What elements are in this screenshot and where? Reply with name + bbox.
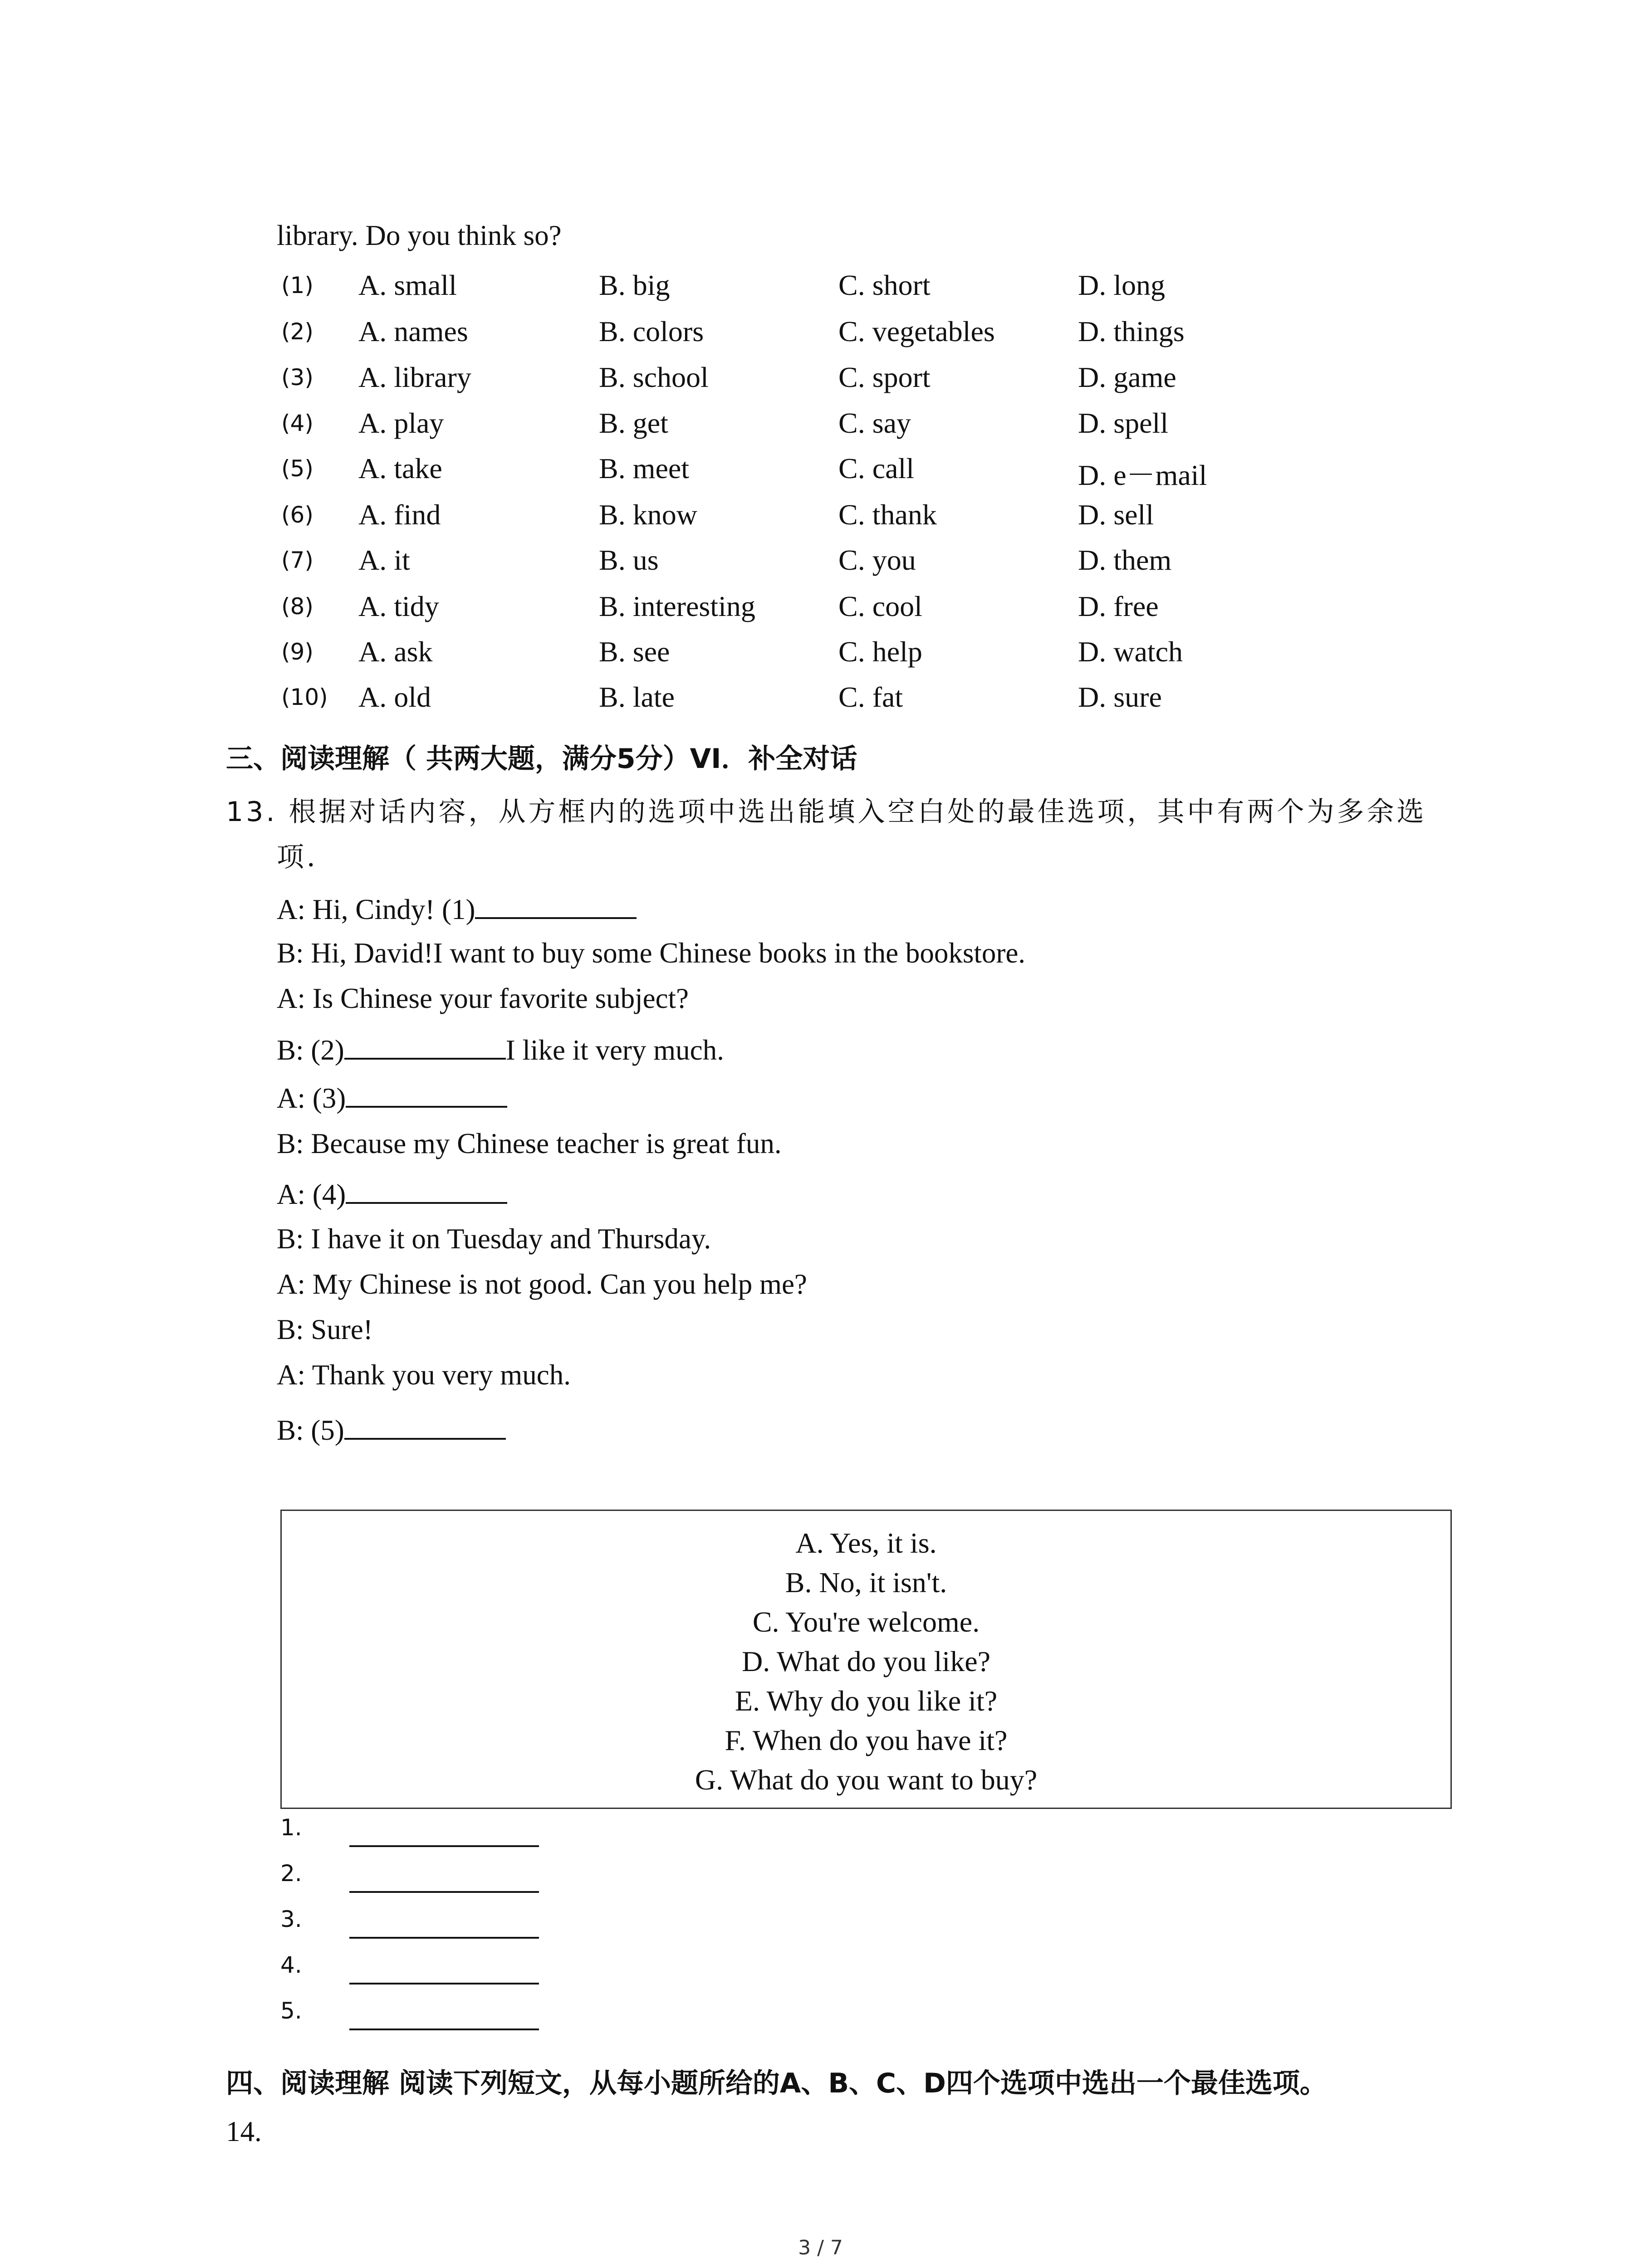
dialogue-line — [277, 1361, 571, 1389]
dialogue-text: A: Is Chinese your favorite subject? — [277, 982, 689, 1014]
options-box — [280, 1510, 1452, 1809]
option-c: C. sport — [838, 361, 931, 393]
q13-instruction-line1: 13. 根据对话内容，从方框内的选项中选出能填入空白处的最佳选项，其中有两个为多余选 — [226, 796, 1427, 828]
option-d: D. them — [1078, 544, 1172, 576]
dialogue-line — [277, 893, 637, 924]
cloze-option-row — [281, 452, 1370, 493]
option-a: A. small — [358, 269, 457, 301]
option-c: C. help — [838, 635, 922, 668]
option-c: C. say — [838, 407, 911, 439]
option-c: C. cool — [838, 590, 922, 622]
option-b: B. big — [599, 269, 670, 301]
option-c: C. call — [838, 452, 915, 484]
answer-blank[interactable] — [349, 1983, 539, 1984]
cloze-option-row — [281, 635, 1370, 676]
dialogue-text: A: Thank you very much. — [277, 1359, 571, 1391]
option-d: D. things — [1078, 315, 1185, 347]
cloze-option-row — [281, 590, 1370, 631]
dialogue-text: B: Hi, David!I want to buy some Chinese books in the bookstore. — [277, 937, 1026, 969]
option-c: C. you — [838, 544, 916, 576]
dialogue-text: A: (3) — [277, 1082, 346, 1114]
box-option: E. Why do you like it? — [735, 1685, 998, 1717]
option-a: A. names — [358, 315, 468, 347]
option-c: C. short — [838, 269, 931, 301]
section3-heading: 三、阅读理解（ 共两大题，满分5分）VI．补全对话 — [226, 743, 857, 775]
option-a: A. library — [358, 361, 471, 393]
option-b: B. colors — [599, 315, 704, 347]
option-d: D. watch — [1078, 635, 1183, 668]
option-a: A. play — [358, 407, 444, 439]
dialogue-blank[interactable] — [344, 1033, 506, 1060]
answer-number: 5. — [280, 1998, 302, 2024]
option-b: B. late — [599, 681, 675, 713]
cloze-option-row — [281, 361, 1370, 401]
dialogue-text: A: My Chinese is not good. Can you help me? — [277, 1268, 807, 1300]
cloze-option-row — [281, 498, 1370, 539]
option-number: (8) — [281, 593, 314, 620]
answer-number: 3. — [280, 1906, 302, 1932]
option-d: D. e－mail — [1078, 459, 1207, 491]
option-number: (1) — [281, 272, 314, 298]
option-a: A. take — [358, 452, 442, 484]
option-d: D. spell — [1078, 407, 1169, 439]
option-number: (6) — [281, 502, 314, 528]
cloze-option-row — [281, 543, 1370, 584]
dialogue-blank[interactable] — [475, 893, 637, 919]
option-b: B. meet — [599, 452, 690, 484]
q14-label: 14. — [226, 2116, 262, 2147]
page-number: 3 / 7 — [798, 2236, 843, 2259]
dialogue-line — [277, 984, 689, 1013]
dialogue-blank[interactable] — [344, 1413, 506, 1440]
option-d: D. sure — [1078, 681, 1162, 713]
option-number: (10) — [281, 684, 328, 710]
cloze-option-row — [281, 315, 1370, 356]
option-b: B. interesting — [599, 590, 755, 622]
answer-number: 2. — [280, 1860, 302, 1887]
option-d: D. game — [1078, 361, 1176, 393]
dialogue-line — [277, 1178, 507, 1209]
dialogue-text: A: Hi, Cindy! (1) — [277, 894, 475, 925]
option-b: B. school — [599, 361, 709, 393]
box-option: D. What do you like? — [741, 1645, 991, 1677]
dialogue-line — [277, 1413, 506, 1445]
cloze-tail-text: library. Do you think so? — [277, 220, 562, 251]
option-number: (3) — [281, 364, 314, 391]
dialogue-text: B: I have it on Tuesday and Thursday. — [277, 1223, 711, 1255]
answer-number: 1. — [280, 1814, 302, 1841]
dialogue-blank[interactable] — [346, 1081, 507, 1108]
answer-blank[interactable] — [349, 1937, 539, 1939]
option-a: A. ask — [358, 635, 433, 668]
dialogue-blank[interactable] — [346, 1178, 507, 1204]
option-number: (4) — [281, 410, 314, 436]
option-d: D. sell — [1078, 499, 1154, 531]
answer-blank[interactable] — [349, 1891, 539, 1893]
dialogue-line — [277, 1225, 711, 1253]
dialogue-line — [277, 1129, 782, 1158]
option-b: B. see — [599, 635, 670, 668]
option-number: (5) — [281, 455, 314, 482]
dialogue-text: B: (5) — [277, 1414, 344, 1446]
option-c: C. vegetables — [838, 315, 995, 347]
cloze-option-row — [281, 269, 1370, 309]
option-a: A. old — [358, 681, 431, 713]
option-c: C. thank — [838, 499, 937, 531]
box-option: G. What do you want to buy? — [695, 1764, 1038, 1796]
box-option: B. No, it isn't. — [785, 1566, 947, 1598]
q13-instruction-line2: 项． — [277, 841, 337, 873]
cloze-option-row — [281, 680, 1370, 721]
option-b: B. know — [599, 499, 697, 531]
section4-heading: 四、阅读理解 阅读下列短文，从每小题所给的A、B、C、D四个选项中选出一个最佳选项。 — [226, 2068, 1327, 2099]
option-b: B. get — [599, 407, 668, 439]
box-option: C. You're welcome. — [752, 1606, 980, 1638]
dialogue-text: A: (4) — [277, 1178, 346, 1210]
box-option: A. Yes, it is. — [795, 1527, 937, 1559]
box-option: F. When do you have it? — [725, 1724, 1008, 1756]
option-d: D. free — [1078, 590, 1159, 622]
dialogue-line — [277, 1270, 807, 1299]
dialogue-line — [277, 1033, 724, 1065]
answer-blank[interactable] — [349, 2028, 539, 2030]
cloze-option-row — [281, 406, 1370, 447]
dialogue-text-after: I like it very much. — [505, 1034, 724, 1066]
option-b: B. us — [599, 544, 659, 576]
dialogue-text: B: Sure! — [277, 1314, 373, 1345]
option-number: (7) — [281, 547, 314, 573]
dialogue-line — [277, 939, 1025, 968]
dialogue-line — [277, 1081, 507, 1113]
option-a: A. tidy — [358, 590, 439, 622]
answer-blank[interactable] — [349, 1845, 539, 1847]
dialogue-text: B: Because my Chinese teacher is great fun. — [277, 1128, 782, 1159]
option-a: A. it — [358, 544, 410, 576]
dialogue-text: B: (2) — [277, 1034, 344, 1066]
dialogue-line — [277, 1315, 373, 1344]
answer-number: 4. — [280, 1952, 302, 1978]
option-a: A. find — [358, 499, 441, 531]
option-c: C. fat — [838, 681, 903, 713]
option-number: (9) — [281, 639, 314, 665]
option-number: (2) — [281, 318, 314, 345]
option-d: D. long — [1078, 269, 1165, 301]
